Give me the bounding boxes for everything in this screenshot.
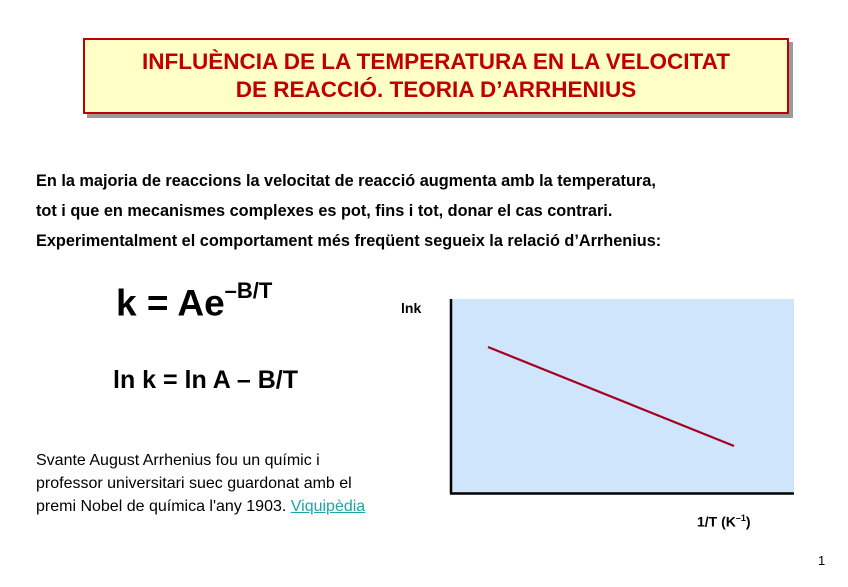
title-box — [83, 38, 789, 114]
log-arrhenius-equation: ln k = ln A – B/T — [113, 366, 298, 394]
y-axis-label: lnk — [401, 300, 422, 316]
arrhenius-plot — [448, 296, 798, 498]
bio-line-2: professor universitari suec guardonat amb el — [36, 475, 352, 492]
bio-line-1: Svante August Arrhenius fou un químic i — [36, 452, 320, 469]
plot-area — [451, 299, 794, 493]
x-axis-label-close: ) — [745, 513, 751, 530]
arrhenius-bio — [36, 449, 456, 518]
intro-line-3: Experimentalment el comportament més freqüent segueix la relació d’Arrhenius: — [36, 232, 662, 250]
arrhenius-equation — [116, 278, 273, 324]
x-axis-label-main: 1/T (K — [697, 513, 736, 530]
x-axis-label — [697, 513, 751, 530]
x-axis-label-exponent: –1 — [735, 513, 746, 523]
title-line-1: INFLUÈNCIA DE LA TEMPERATURA EN LA VELOCITAT — [142, 49, 730, 74]
bio-line-3 — [36, 495, 456, 518]
intro-line-1: En la majoria de reaccions la velocitat de reacció augmenta amb la temperatura, — [36, 172, 656, 190]
arrhenius-equation-base: k = Ae — [116, 282, 225, 324]
bio-line-3-text: premi Nobel de química l'any 1903. — [36, 498, 287, 515]
intro-paragraph — [36, 166, 826, 256]
title-line-2: DE REACCIÓ. TEORIA D’ARRHENIUS — [235, 77, 637, 102]
page-number: 1 — [818, 553, 826, 568]
wikipedia-link[interactable]: Viquipèdia — [290, 498, 366, 515]
arrhenius-equation-exponent: –B/T — [224, 278, 273, 303]
intro-line-2: tot i que en mecanismes complexes es pot, fins i tot, donar el cas contrari. — [36, 202, 613, 220]
